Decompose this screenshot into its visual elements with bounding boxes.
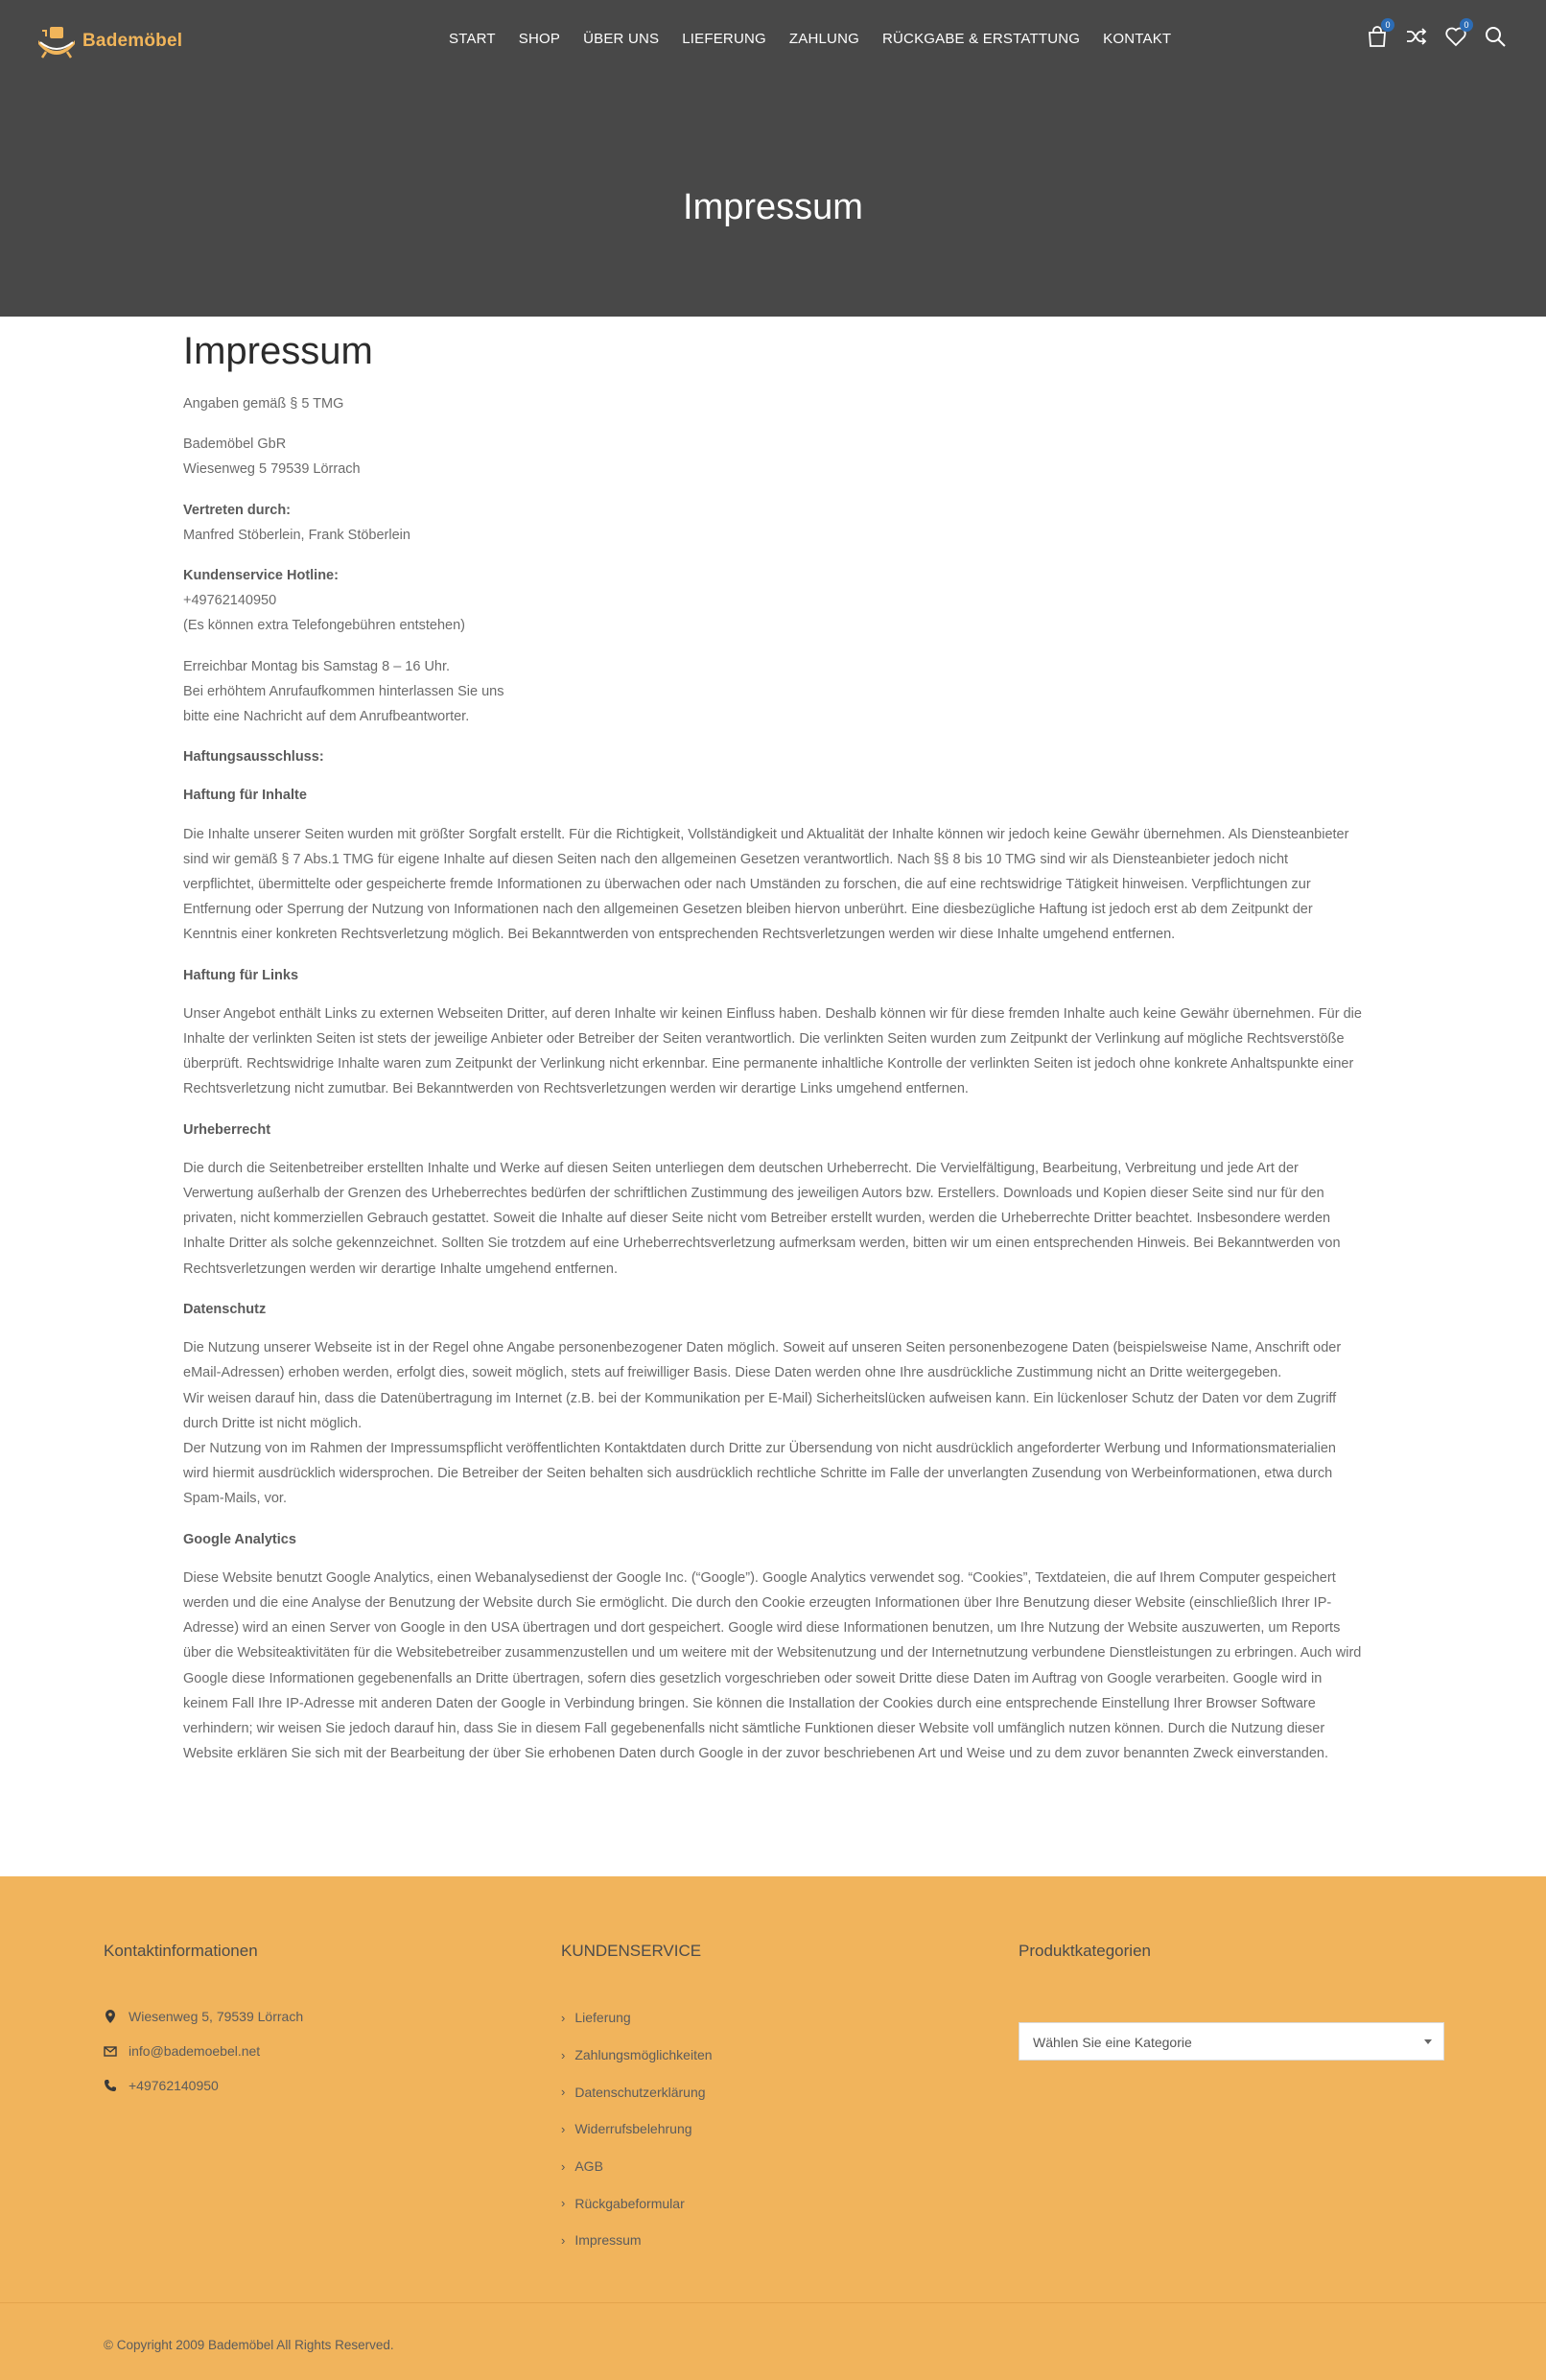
hotline-label: Kundenservice Hotline:: [183, 568, 339, 584]
wishlist-button[interactable]: [1444, 20, 1469, 50]
footer-categories-heading: Produktkategorien: [1019, 1942, 1151, 1960]
hotline-note: (Es können extra Telefongebühren entstehen): [183, 618, 465, 634]
nav-item-start[interactable]: START: [449, 31, 496, 47]
footer-address: [104, 1999, 303, 2034]
hours-line: Bei erhöhtem Anrufaufkommen hinterlassen Sie uns: [183, 683, 504, 699]
hotline-number[interactable]: +49762140950: [183, 593, 277, 609]
chevron-right-icon: ›: [561, 2047, 566, 2062]
hours-line: bitte eine Nachricht auf dem Anrufbeantworter.: [183, 709, 470, 725]
phone-icon: [104, 2079, 117, 2092]
bathtub-logo-icon: [36, 23, 77, 59]
links-liability-heading-block: [183, 963, 1363, 988]
footer-link-label: Zahlungsmöglichkeiten: [574, 2047, 713, 2063]
footer-contact-column: [104, 1942, 303, 2103]
footer-link-imprint[interactable]: [561, 2222, 713, 2259]
intro-text: [183, 391, 1363, 416]
analytics-heading: Google Analytics: [183, 1531, 296, 1547]
footer-contact-heading: Kontaktinformationen: [104, 1942, 258, 1960]
footer-email-text[interactable]: info@bademoebel.net: [129, 2043, 261, 2059]
site-footer: [0, 1876, 1546, 2380]
nav-item-delivery[interactable]: LIEFERUNG: [682, 31, 766, 47]
footer-link-label: Lieferung: [574, 2010, 631, 2026]
nav-item-about[interactable]: ÜBER UNS: [583, 31, 660, 47]
hours-line: Erreichbar Montag bis Samstag 8 – 16 Uhr.: [183, 658, 451, 674]
footer-phone[interactable]: [104, 2068, 303, 2103]
footer-divider: [0, 2302, 1546, 2303]
map-marker-icon: [104, 2010, 117, 2023]
footer-service-column: [561, 1942, 713, 2259]
top-navigation-bar: [0, 0, 1546, 79]
nav-item-returns[interactable]: RÜCKGABE & ERSTATTUNG: [881, 31, 1081, 47]
company-address: Wiesenweg 5 79539 Lörrach: [183, 461, 361, 478]
shuffle-icon: [1405, 25, 1428, 48]
liability-heading: Haftungsausschluss:: [183, 749, 324, 766]
hotline-block: [183, 563, 1363, 639]
nav-item-payment[interactable]: ZAHLUNG: [788, 31, 859, 47]
represented-label: Vertreten durch:: [183, 502, 291, 518]
header-icons: [1366, 20, 1523, 50]
liability-heading-block: [183, 744, 1363, 769]
hero-banner: [0, 0, 1546, 317]
company-name: Bademöbel GbR: [183, 436, 287, 453]
footer-link-label: AGB: [574, 2158, 603, 2175]
logo-text: Bademöbel: [82, 31, 183, 51]
footer-link-delivery[interactable]: [561, 1999, 713, 2037]
caret-down-icon: [1424, 2039, 1432, 2044]
footer-link-privacy[interactable]: [561, 2073, 713, 2110]
footer-categories-column: [1019, 1942, 1444, 2050]
company-block: [183, 432, 1363, 482]
copyright-heading-block: [183, 1118, 1363, 1143]
site-logo[interactable]: [36, 23, 182, 59]
chevron-right-icon: ›: [561, 2085, 566, 2100]
footer-link-label: Impressum: [574, 2232, 642, 2249]
compare-button[interactable]: [1405, 25, 1428, 50]
privacy-paragraph: Die Nutzung unserer Webseite ist in der Regel ohne Angabe personenbezogener Daten möglich. Soweit auf unseren Seiten personenbezogene Daten (beispielsweise Name, Anschrift oder eMail-Adressen) erhoben werden, erfolgt dies, soweit möglich, stets auf freiwilliger Basis. Diese Daten werden ohne Ihre ausdrückliche Zustimmung nicht an Dritte weitergegeben.: [183, 1340, 1342, 1381]
search-icon: [1484, 25, 1507, 48]
privacy-paragraph: Der Nutzung von im Rahmen der Impressumspflicht veröffentlichten Kontaktdaten durch Dritte zur Übersendung von nicht ausdrücklich angeforderter Werbung und Informationsmaterialien wird hiermit ausdrücklich widersprochen. Die Betreiber der Seiten behalten sich ausdrücklich rechtliche Schritte im Falle der unverlangten Zusendung von Werbeinformationen, etwa durch Spam-Mails, vor.: [183, 1440, 1336, 1507]
footer-email[interactable]: [104, 2034, 303, 2068]
cart-count-badge: 0: [1381, 18, 1394, 32]
footer-link-label: Rückgabeformular: [574, 2195, 685, 2211]
footer-link-label: Datenschutzerklärung: [574, 2084, 706, 2100]
chevron-right-icon: ›: [561, 2121, 566, 2136]
impressum-content: [183, 324, 1363, 1781]
footer-link-withdrawal[interactable]: [561, 2110, 713, 2148]
page-title: Impressum: [183, 330, 373, 372]
footer-address-text: Wiesenweg 5, 79539 Lörrach: [129, 2009, 304, 2024]
nav-item-shop[interactable]: SHOP: [518, 31, 561, 47]
intro-line: Angaben gemäß § 5 TMG: [183, 396, 344, 412]
content-liability-heading-block: [183, 783, 1363, 808]
links-liability-heading: Haftung für Links: [183, 967, 299, 983]
footer-link-return-form[interactable]: [561, 2184, 713, 2222]
content-liability-heading: Haftung für Inhalte: [183, 788, 307, 804]
cart-button[interactable]: [1366, 20, 1391, 50]
privacy-text: [183, 1335, 1363, 1511]
envelope-icon: [104, 2044, 117, 2058]
copyright-text: © Copyright 2009 Bademöbel All Rights Reserved.: [104, 2338, 394, 2352]
representatives-block: [183, 498, 1363, 548]
hero-title: Impressum: [683, 187, 863, 227]
represented-value: Manfred Stöberlein, Frank Stöberlein: [183, 527, 410, 543]
category-select-value: Wählen Sie eine Kategorie: [1033, 2035, 1192, 2050]
privacy-paragraph: Wir weisen darauf hin, dass die Datenübertragung im Internet (z.B. bei der Kommunikation per E-Mail) Sicherheitslücken aufweisen kann. Ein lückenloser Schutz der Daten vor dem Zugriff durch Dritte ist nicht möglich.: [183, 1390, 1337, 1431]
footer-service-heading: KUNDENSERVICE: [561, 1942, 702, 1960]
wishlist-count-badge: 0: [1460, 18, 1473, 32]
analytics-text: Diese Website benutzt Google Analytics, einen Webanalysedienst der Google Inc. (“Google”). Google Analytics verwendet sog. “Cookies”, Textdateien, die auf Ihrem Computer gespeichert werden und die eine Analyse der Benutzung der Website durch Sie ermöglicht. Die durch den Cookie erzeugten Informationen über Ihre Benutzung dieser Website (einschließlich Ihrer IP-Adresse) wird an einen Server von Google in den USA übertragen und dort gespeichert. Google wird diese Informationen benutzen, um Ihre Nutzung der Website auszuwerten, um Reports über die Websiteaktivitäten für die Websitebetreiber zusammenzustellen und um weitere mit der Websitenutzung und der Internetnutzung verbundene Dienstleistungen zu erbringen. Auch wird Google diese Informationen gegebenenfalls an Dritte übertragen, sofern dies gesetzlich vorgeschrieben oder soweit Dritte diese Daten im Auftrag von Google verarbeiten. Google wird in keinem Fall Ihre IP-Adresse mit anderen Daten der Google in Verbindung bringen. Sie können die Installation der Cookies durch eine entsprechende Einstellung Ihrer Browser Software verhindern; wir weisen Sie jedoch darauf hin, dass Sie in diesem Fall gegebenenfalls nicht sämtliche Funktionen dieser Website voll umfänglich nutzen können. Durch die Nutzung dieser Website erklären Sie sich mit der Bearbeitung der über Sie erhobenen Daten durch Google in der zuvor beschriebenen Art und Weise und zu dem zuvor benannten Zweck einverstanden.: [183, 1569, 1362, 1762]
footer-phone-text[interactable]: +49762140950: [129, 2078, 219, 2093]
links-liability-text: Unser Angebot enthält Links zu externen Webseiten Dritter, auf deren Inhalte wir keinen Einfluss haben. Deshalb können wir für diese fremden Inhalte auch keine Gewähr übernehmen. Für die Inhalte der verlinkten Seiten ist stets der jeweilige Anbieter oder Betreiber der Seiten verantwortlich. Die verlinkten Seiten wurden zum Zeitpunkt der Verlinkung auf mögliche Rechtsverstöße überprüft. Rechtswidrige Inhalte waren zum Zeitpunkt der Verlinkung nicht erkennbar. Eine permanente inhaltliche Kontrolle der verlinkten Seiten ist jedoch ohne konkrete Anhaltspunkte einer Rechtsverletzung nicht zumutbar. Bei Bekanntwerden von Rechtsverletzungen werden wir derartige Links umgehend entfernen.: [183, 1005, 1362, 1097]
footer-link-label: Widerrufsbelehrung: [574, 2121, 692, 2137]
hours-block: [183, 654, 1363, 730]
copyright-text: Die durch die Seitenbetreiber erstellten Inhalte und Werke auf diesen Seiten unterliegen dem deutschen Urheberrecht. Die Vervielfältigung, Bearbeitung, Verbreitung und jede Art der Verwertung außerhalb der Grenzen des Urheberrechtes bedürfen der schriftlichen Zustimmung des jeweiligen Autors bzw. Erstellers. Downloads und Kopien dieser Seite sind nur für den privaten, nicht kommerziellen Gebrauch gestattet. Soweit die Inhalte auf dieser Seite nicht vom Betreiber erstellt wurden, werden die Urheberrechte Dritter beachtet. Insbesondere werden Inhalte Dritter als solche gekennzeichnet. Sollten Sie trotzdem auf eine Urheberrechtsverletzung aufmerksam werden, bitten wir um einen entsprechenden Hinweis. Bei Bekanntwerden von Rechtsverletzungen werden wir derartige Inhalte umgehend entfernen.: [183, 1160, 1341, 1277]
privacy-heading: Datenschutz: [183, 1301, 267, 1317]
chevron-right-icon: ›: [561, 2158, 566, 2174]
main-menu: [449, 31, 1194, 47]
nav-item-contact[interactable]: KONTAKT: [1103, 31, 1172, 47]
chevron-right-icon: ›: [561, 2232, 566, 2248]
footer-link-payment[interactable]: [561, 2037, 713, 2074]
chevron-right-icon: ›: [561, 2010, 566, 2025]
content-liability-text: Die Inhalte unserer Seiten wurden mit größter Sorgfalt erstellt. Für die Richtigkeit, Vollständigkeit und Aktualität der Inhalte können wir jedoch keine Gewähr übernehmen. Als Diensteanbieter sind wir gemäß § 7 Abs.1 TMG für eigene Inhalte auf diesen Seiten nach den allgemeinen Gesetzen verantwortlich. Nach §§ 8 bis 10 TMG sind wir als Diensteanbieter jedoch nicht verpflichtet, übermittelte oder gespeicherte fremde Informationen zu überwachen oder nach Umständen zu forschen, die auf eine rechtswidrige Tätigkeit hinweisen. Verpflichtungen zur Entfernung oder Sperrung der Nutzung von Informationen nach den allgemeinen Gesetzen bleiben hiervon unberührt. Eine diesbezügliche Haftung ist jedoch erst ab dem Zeitpunkt der Kenntnis einer konkreten Rechtsverletzung möglich. Bei Bekanntwerden von entsprechenden Rechtsverletzungen werden wir diese Inhalte umgehend entfernen.: [183, 826, 1349, 943]
copyright-heading: Urheberrecht: [183, 1121, 271, 1138]
privacy-heading-block: [183, 1297, 1363, 1322]
analytics-heading-block: [183, 1527, 1363, 1552]
category-select[interactable]: [1019, 2022, 1444, 2061]
search-button[interactable]: [1484, 25, 1507, 50]
footer-link-terms[interactable]: [561, 2148, 713, 2185]
chevron-right-icon: ›: [561, 2196, 566, 2211]
